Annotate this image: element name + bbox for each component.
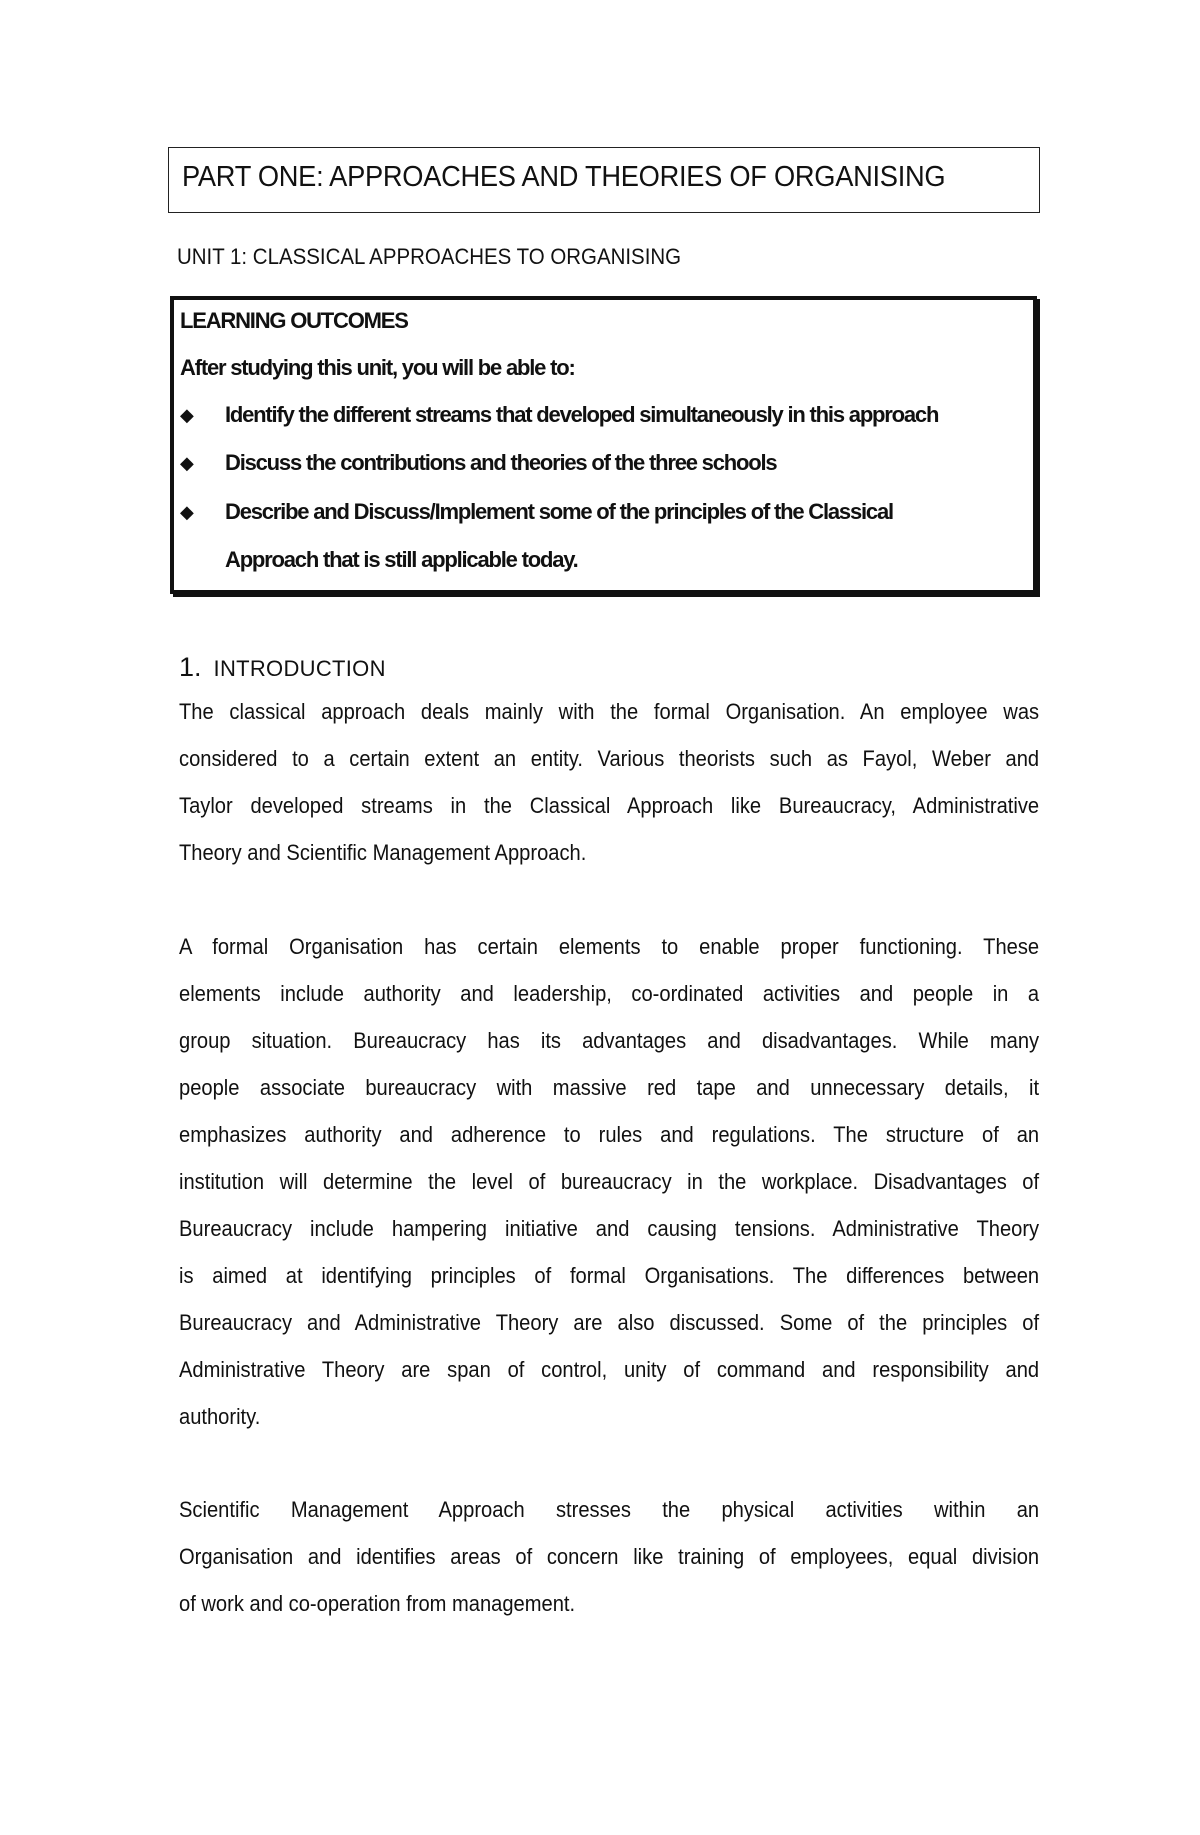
paragraph-line: elements include authority and leadership, co-ordinated activities and people in a	[179, 981, 1040, 1006]
paragraph-line: A formal Organisation has certain elements to enable proper functioning. These	[179, 934, 1040, 959]
paragraph-line: Taylor developed streams in the Classical Approach like Bureaucracy, Administrative	[179, 793, 1040, 818]
part-heading: PART ONE: APPROACHES AND THEORIES OF ORGANISING	[182, 160, 946, 193]
unit-heading: UNIT 1: CLASSICAL APPROACHES TO ORGANISING	[177, 244, 682, 269]
paragraph-line: Theory and Scientific Management Approach.	[179, 840, 587, 865]
section-number: 1.	[179, 652, 202, 682]
diamond-bullet-icon: ◆	[180, 502, 194, 522]
section-heading	[179, 652, 386, 683]
learning-outcomes-box	[170, 296, 1037, 594]
section-title: INTRODUCTION	[213, 656, 386, 681]
learning-outcome-item: Identify the different streams that developed simultaneously in this approach	[225, 402, 939, 427]
paragraph	[179, 1486, 1039, 1627]
paragraph-line: considered to a certain extent an entity. Various theorists such as Fayol, Weber and	[179, 746, 1040, 771]
part-heading-box	[168, 147, 1040, 213]
diamond-bullet-icon: ◆	[180, 453, 194, 473]
paragraph-line: The classical approach deals mainly with the formal Organisation. An employee was	[179, 699, 1040, 724]
paragraph-line: emphasizes authority and adherence to rules and regulations. The structure of an	[179, 1122, 1040, 1147]
paragraph-line: is aimed at identifying principles of formal Organisations. The differences between	[179, 1263, 1040, 1288]
paragraph-line: of work and co-operation from management.	[179, 1591, 576, 1616]
learning-outcomes-heading: LEARNING OUTCOMES	[180, 308, 408, 333]
learning-outcome-item: Describe and Discuss/Implement some of the principles of the Classical	[225, 499, 893, 524]
paragraph	[179, 923, 1039, 1440]
learning-outcome-item-continuation: Approach that is still applicable today.	[225, 547, 578, 572]
paragraph-line: Organisation and identifies areas of concern like training of employees, equal division	[179, 1544, 1040, 1569]
paragraph-line: people associate bureaucracy with massive red tape and unnecessary details, it	[179, 1075, 1040, 1100]
learning-outcomes-intro: After studying this unit, you will be able to:	[180, 355, 575, 380]
paragraph-line: institution will determine the level of bureaucracy in the workplace. Disadvantages of	[179, 1169, 1040, 1194]
paragraph-line: Scientific Management Approach stresses the physical activities within an	[179, 1497, 1040, 1522]
paragraph-line: group situation. Bureaucracy has its advantages and disadvantages. While many	[179, 1028, 1040, 1053]
diamond-bullet-icon: ◆	[180, 405, 194, 425]
paragraph	[179, 688, 1039, 876]
paragraph-line: Bureaucracy include hampering initiative and causing tensions. Administrative Theory	[179, 1216, 1040, 1241]
paragraph-line: Administrative Theory are span of control, unity of command and responsibility and	[179, 1357, 1040, 1382]
learning-outcome-item: Discuss the contributions and theories of the three schools	[225, 450, 777, 475]
paragraph-line: Bureaucracy and Administrative Theory are also discussed. Some of the principles of	[179, 1310, 1040, 1335]
paragraph-line: authority.	[179, 1404, 261, 1429]
